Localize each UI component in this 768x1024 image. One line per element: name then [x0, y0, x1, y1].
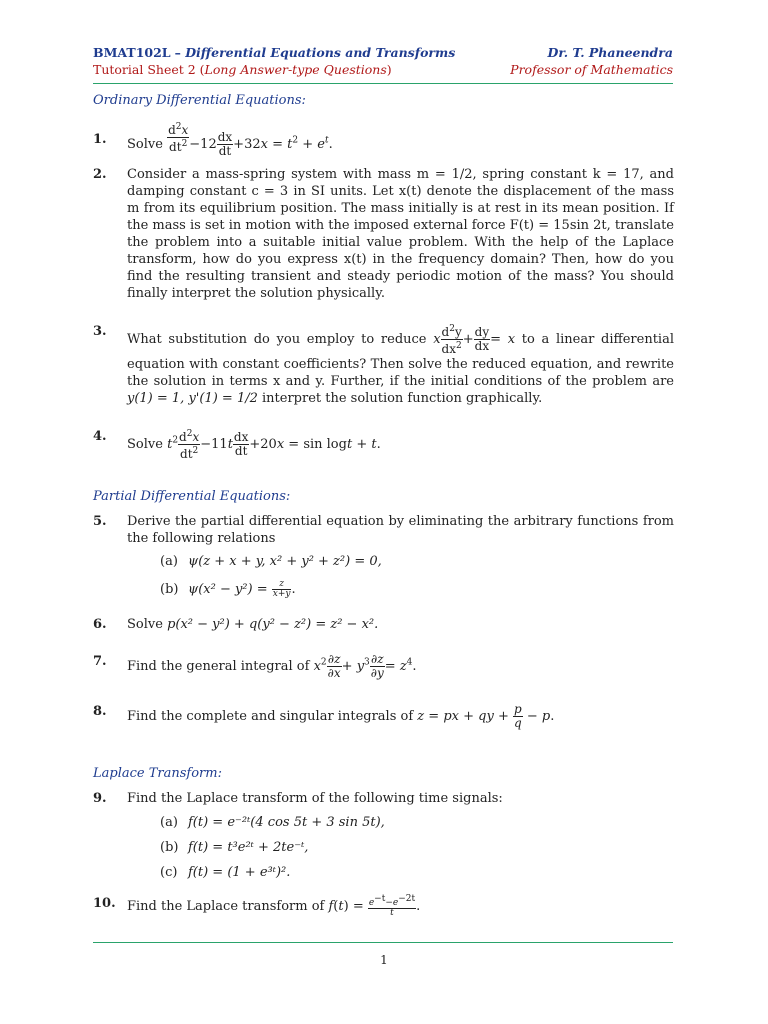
- question-3: 3. What substitution do you employ to reduce x $\frac{d^2y}{dx^2}$ + $\frac{dy}{dx}$ = x to a linear differential equation with constant coefficients? Then solve the reduced equation, and rewrite the solution in terms x and y. Further, if the initial conditions of the problem are y(1) = 1, y'(1) = 1/2 interpret the solution function graphically.: [93, 324, 674, 406]
- author-title: Professor of Mathematics: [510, 62, 673, 77]
- author-block: [510, 44, 673, 78]
- question-9: 9. Find the Laplace transform of the following time signals:: [93, 791, 503, 806]
- question-6: 6. Solve p(x² − y²) + q(y² − z²) = z² − x².: [93, 617, 379, 632]
- section-pde-title: Partial Differential Equations:: [93, 489, 291, 504]
- question-10: 10. Find the Laplace transform of f(t) = $\frac{e^{-t}-e^{-2t}}{t}$ .: [93, 894, 421, 918]
- footer-rule: [93, 942, 673, 943]
- question-4: 4. Solve $t^2$ $\frac{d^2x}{dt^2}$ −11t $\frac{dx}{dt}$ +20x = sin logt + t.: [93, 429, 381, 461]
- q9-part-b: (b) f(t) = t³e²ᵗ + 2te⁻ᵗ,: [160, 840, 309, 855]
- course-code: BMAT102L: [93, 45, 171, 60]
- section-ode-title: Ordinary Differential Equations:: [93, 93, 306, 108]
- header-rule: [93, 83, 673, 84]
- author-name: Dr. T. Phaneendra: [547, 45, 673, 60]
- q5-part-b: (b) ψ(x² − y²) = $\frac{z}{x+y}$ .: [160, 579, 296, 599]
- question-1: 1. Solve $\frac{d^2x}{dt^2}$ −12 $\frac{dx}{dt}$ $+32x = t^2 + e^t$.: [93, 122, 333, 158]
- section-laplace-title: Laplace Transform:: [93, 766, 222, 781]
- q5-part-a: (a) ψ(z + x + y, x² + y² + z²) = 0,: [160, 554, 382, 569]
- question-2: 2. Consider a mass-spring system with mass m = 1/2, spring constant k = 17, and damping constant c = 3 in SI units. Let x(t) denote the displacement of the mass m from its equilibrium position. The mass initially is at rest in its mean position. If the mass is set in motion with the imposed external force F(t) = 15sin 2t, translate the problem into a suitable initial value problem. With the help of the Laplace transform, how do you express x(t) in the frequency domain? Then, how do you find the resulting transient and steady periodic motion of the mass? You should finally interpret the solution physically.: [93, 167, 674, 301]
- question-7: 7. Find the general integral of $x^2$ $\frac{\partial z}{\partial x}$ + $y^3$ $\frac{\partial z}{\partial y}$ = $z^4$.: [93, 652, 417, 680]
- q9-part-c: (c) f(t) = (1 + e³ᵗ)².: [160, 865, 291, 880]
- question-8: 8. Find the complete and singular integrals of z = px + qy + $\frac{p}{q}$ − p.: [93, 702, 555, 730]
- course-title: Differential Equations and Transforms: [185, 45, 456, 60]
- page-header: [93, 44, 673, 78]
- course-line: BMAT102L – Differential Equations and Transforms: [93, 45, 456, 60]
- page-number: 1: [380, 953, 388, 967]
- question-5: 5. Derive the partial differential equation by eliminating the arbitrary functions from the following relations: [93, 514, 674, 546]
- q9-part-a: (a) f(t) = e⁻²ᵗ(4 cos 5t + 3 sin 5t),: [160, 815, 385, 830]
- sheet-subtitle: Tutorial Sheet 2 (Long Answer-type Questions): [93, 62, 392, 77]
